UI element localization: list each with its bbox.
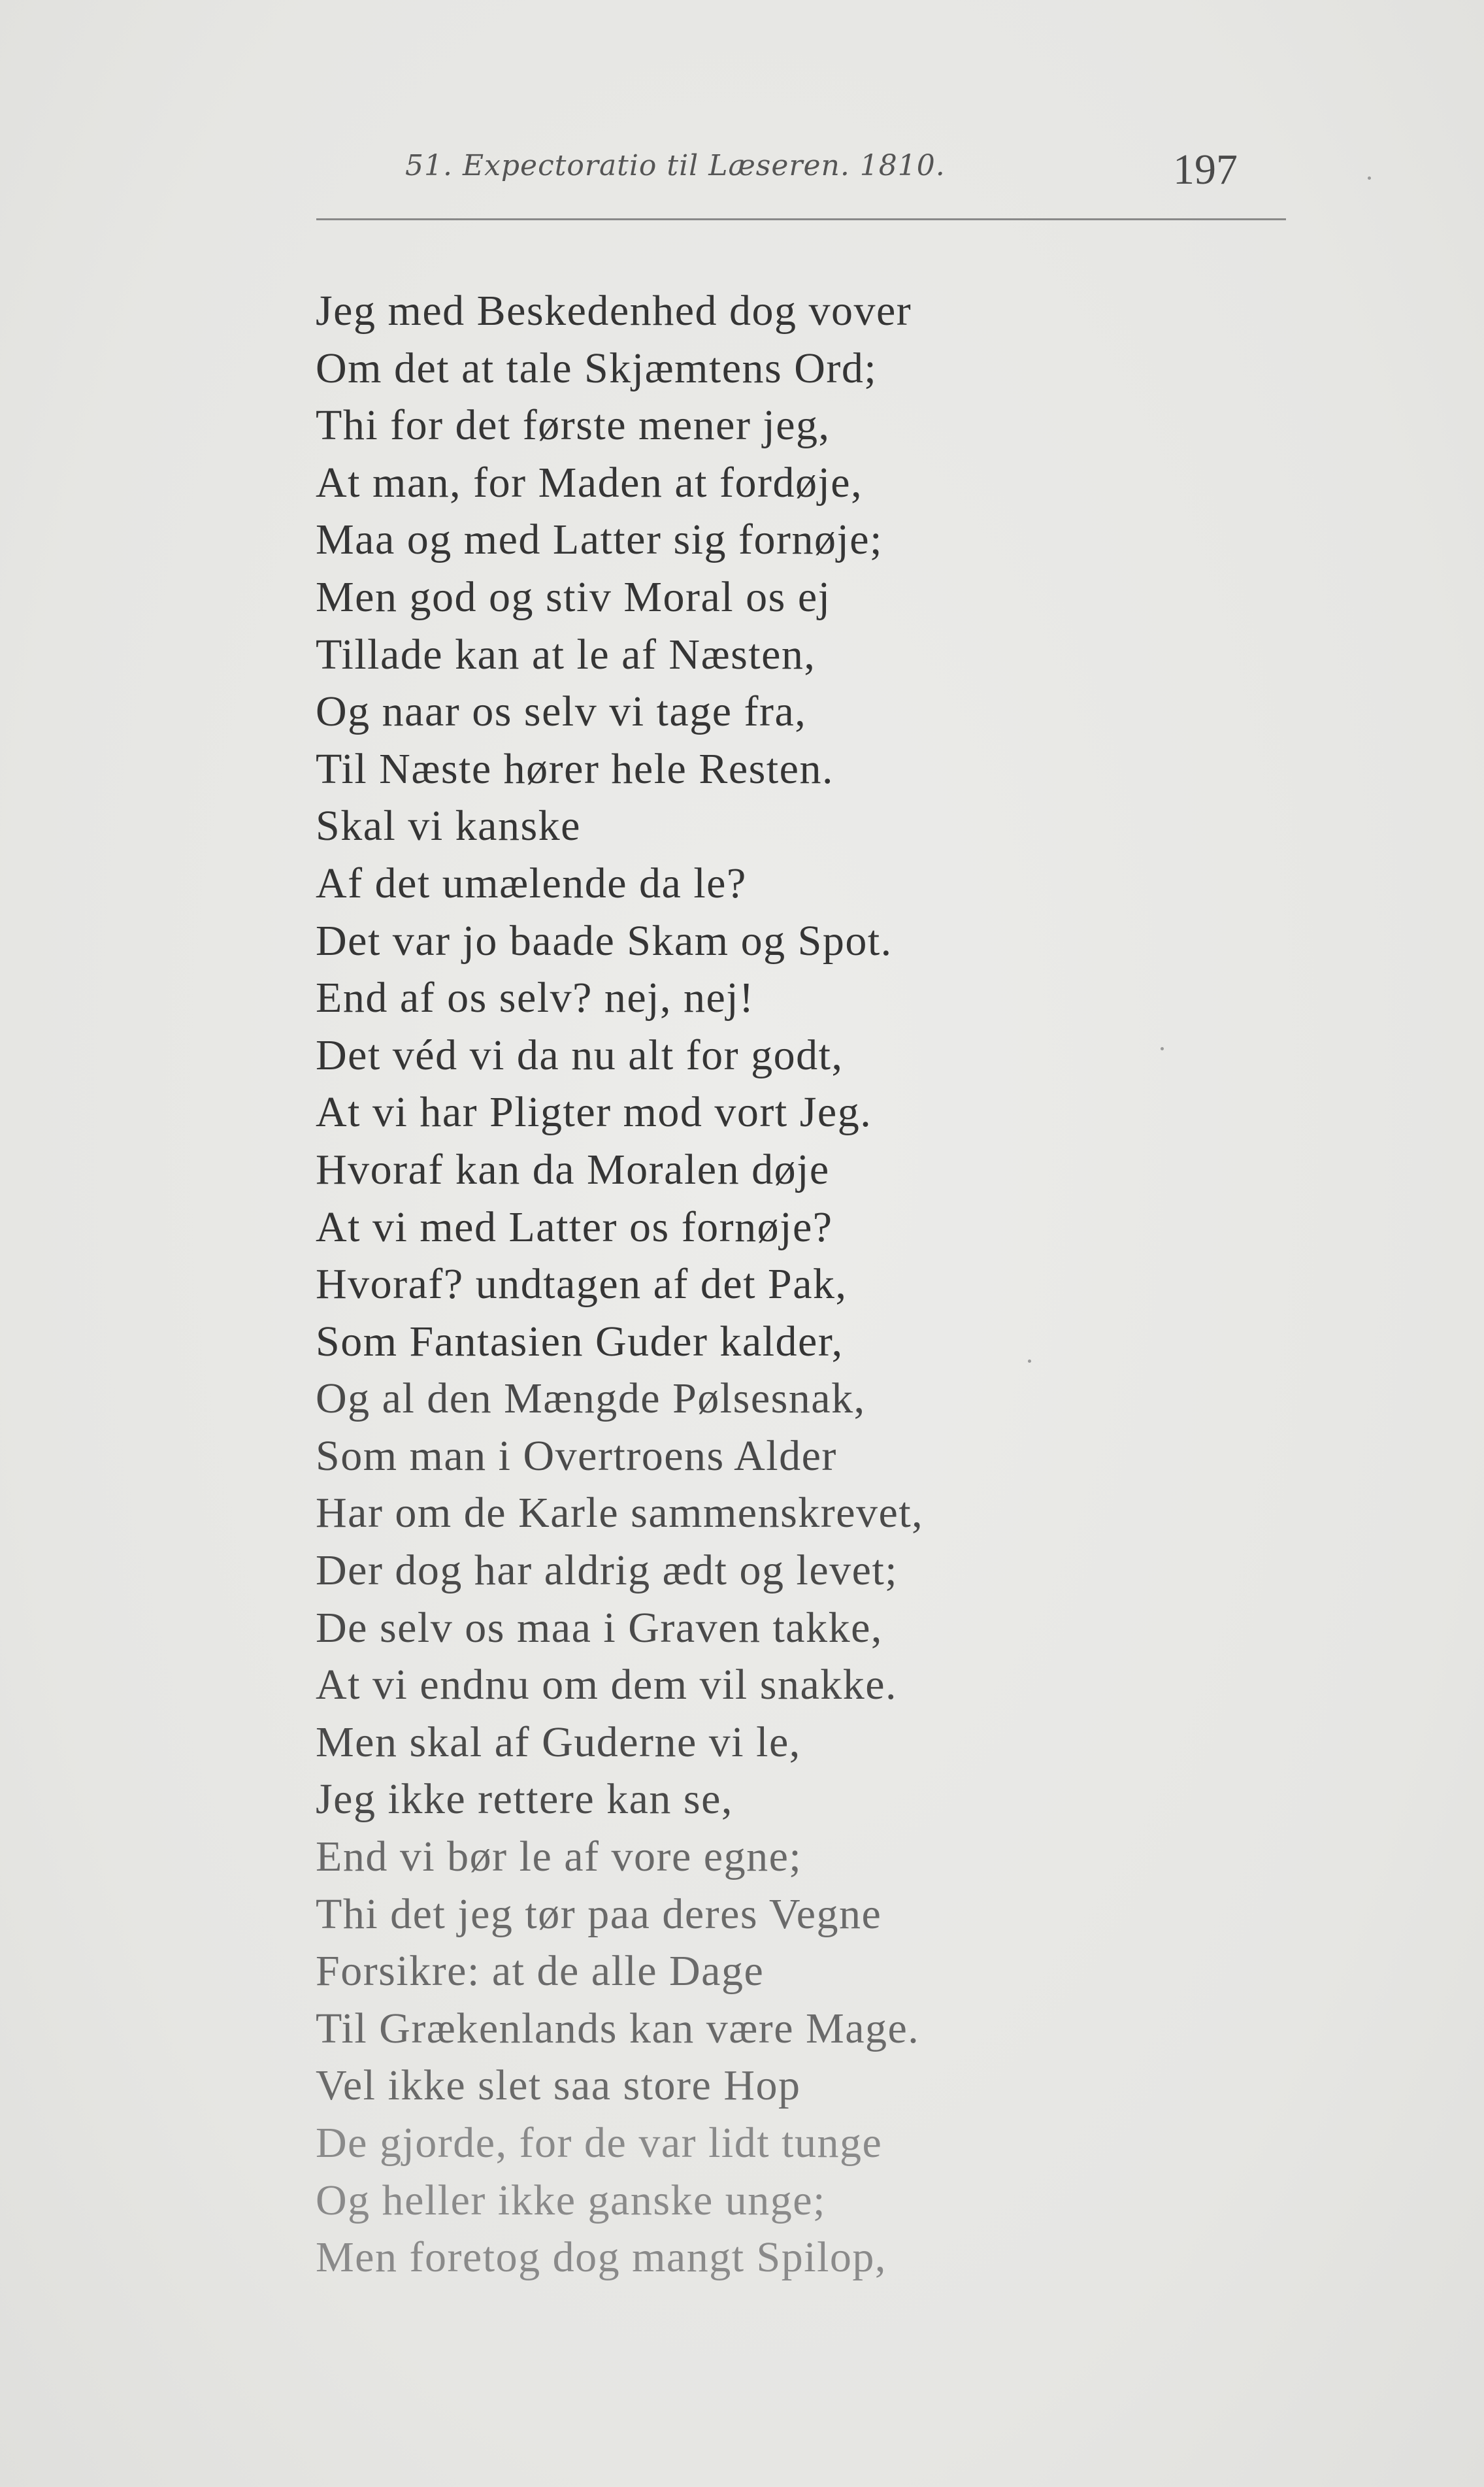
- print-speck: [1028, 1360, 1031, 1363]
- poem-line: At man, for Maden at fordøje,: [316, 458, 863, 507]
- running-title: 51. Expectoratio til Læseren. 1810.: [405, 149, 946, 182]
- poem-line: Thi det jeg tør paa deres Vegne: [316, 1890, 882, 1938]
- poem-line: Hvoraf kan da Moralen døje: [316, 1145, 830, 1193]
- poem-line: De gjorde, for de var lidt tunge: [316, 2119, 883, 2167]
- poem-line: End af os selv? nej, nej!: [316, 974, 755, 1022]
- poem-line: At vi med Latter os fornøje?: [316, 1203, 833, 1251]
- poem-line: Som man i Overtroens Alder: [316, 1431, 837, 1480]
- poem-line: Maa og med Latter sig fornøje;: [316, 516, 883, 564]
- poem-line: De selv os maa i Graven takke,: [316, 1603, 883, 1652]
- poem-line: Til Næste hører hele Resten.: [316, 744, 834, 793]
- poem-line: Og al den Mængde Pølsesnak,: [316, 1375, 866, 1423]
- poem-line: At vi endnu om dem vil snakke.: [316, 1661, 898, 1709]
- poem-line: Til Grækenlands kan være Mage.: [316, 2004, 920, 2052]
- poem-line: Thi for det første mener jeg,: [316, 401, 831, 450]
- poem-text: [316, 282, 1440, 2286]
- poem-line: Jeg med Beskedenhed dog vover: [316, 287, 912, 335]
- page-header: [405, 146, 1255, 195]
- poem-line: End vi bør le af vore egne;: [316, 1833, 802, 1881]
- poem-line: Skal vi kanske: [316, 802, 581, 850]
- print-speck: [1368, 176, 1371, 180]
- header-rule: [316, 218, 1286, 220]
- poem-line: Forsikre: at de alle Dage: [316, 1947, 765, 1995]
- poem-line: Det var jo baade Skam og Spot.: [316, 916, 893, 965]
- print-speck: [1161, 1047, 1164, 1050]
- poem-line: Det véd vi da nu alt for godt,: [316, 1031, 844, 1079]
- poem-line: Om det at tale Skjæmtens Ord;: [316, 344, 878, 392]
- poem-line: Der dog har aldrig ædt og levet;: [316, 1546, 899, 1595]
- poem-line: Har om de Karle sammenskrevet,: [316, 1489, 924, 1537]
- poem-line: Men god og stiv Moral os ej: [316, 573, 831, 621]
- poem-line: At vi har Pligter mod vort Jeg.: [316, 1088, 872, 1137]
- poem-line: Jeg ikke rettere kan se,: [316, 1775, 733, 1824]
- poem-line: Af det umælende da le?: [316, 859, 747, 907]
- poem-line: Men skal af Guderne vi le,: [316, 1718, 801, 1766]
- poem-line: Tillade kan at le af Næsten,: [316, 630, 816, 678]
- poem-line: Men foretog dog mangt Spilop,: [316, 2233, 887, 2282]
- poem-line: Hvoraf? undtagen af det Pak,: [316, 1260, 848, 1309]
- page-number: 197: [1173, 146, 1238, 193]
- poem-line: Vel ikke slet saa store Hop: [316, 2061, 801, 2110]
- poem-line: Og heller ikke ganske unge;: [316, 2176, 826, 2224]
- poem-line: Som Fantasien Guder kalder,: [316, 1317, 844, 1365]
- poem-line: Og naar os selv vi tage fra,: [316, 688, 807, 736]
